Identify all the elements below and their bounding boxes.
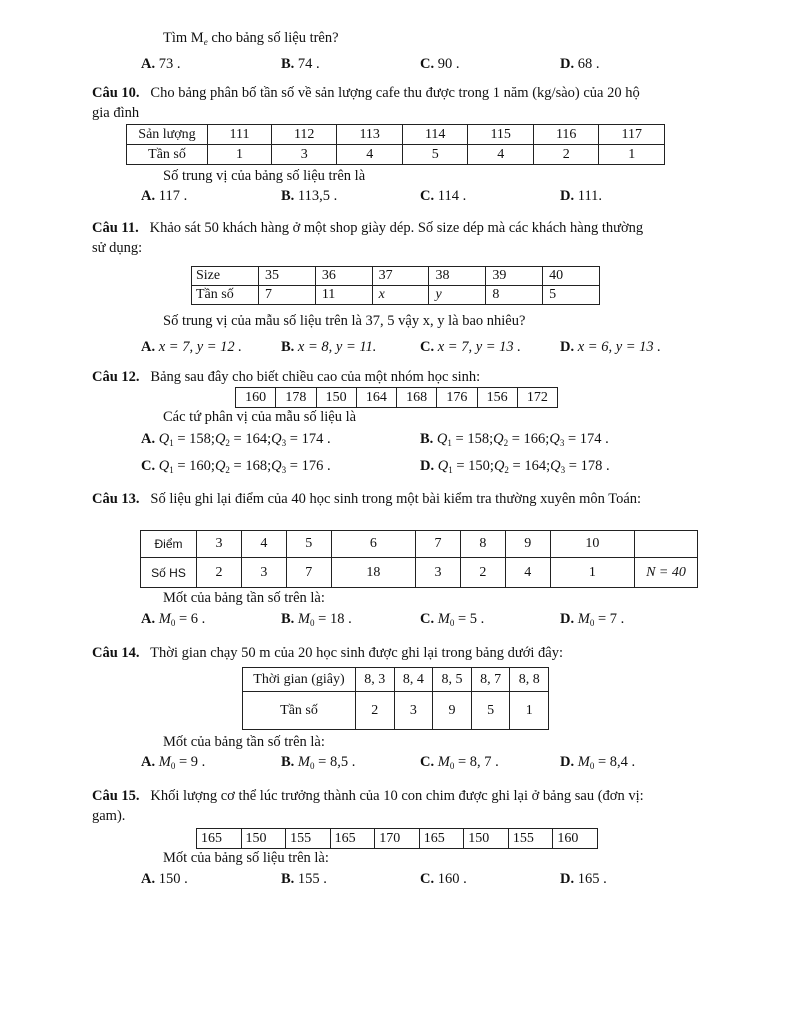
table-cell: 3 [415, 558, 460, 588]
table-cell: 40 [543, 267, 600, 286]
table-cell: 9 [505, 531, 550, 558]
table-cell: 2 [533, 145, 599, 165]
q14-option-a[interactable]: A. $M_0 = 9$ . [141, 754, 206, 771]
table-cell: 113 [337, 125, 403, 145]
table-cell [635, 531, 698, 558]
q13-option-a[interactable]: A. $M_0 = 6$ . [141, 611, 206, 628]
q15-prompt: Mốt của bảng số liệu trên là: [163, 850, 329, 866]
table-row [243, 668, 549, 692]
table-row [141, 558, 698, 588]
q10-table [126, 124, 665, 165]
table-cell: x [372, 286, 429, 305]
q14-table [242, 667, 549, 730]
table-cell: 172 [517, 388, 557, 408]
table-cell: 170 [375, 829, 420, 849]
q9-option-b[interactable]: B. 74 . [281, 56, 320, 72]
table-cell: 4 [241, 531, 286, 558]
q12-option-b[interactable]: B. $Q_1$ = $158;Q_2$ = $166;Q_3 = 174$ . [420, 431, 609, 448]
q13-option-b[interactable]: B. $M_0 = 18$ . [281, 611, 352, 628]
q15-text-line2: gam). [92, 808, 126, 824]
q10-option-c[interactable]: C. 114 . [420, 188, 467, 204]
table-cell: 165 [197, 829, 242, 849]
q12-option-a[interactable]: A. $Q_1$ = $158;Q_2$ = $164;Q_3 = 174$ . [141, 431, 331, 448]
q12-table [235, 387, 558, 408]
table-cell: 4 [337, 145, 403, 165]
table-cell: 5 [402, 145, 468, 165]
q15-option-b[interactable]: B. 155 . [281, 871, 327, 887]
q15-option-d[interactable]: D. 165 . [560, 871, 607, 887]
q9-option-c[interactable]: C. 90 . [420, 56, 460, 72]
q14-prompt: Mốt của bảng tần số trên là: [163, 734, 325, 750]
table-cell: 7 [259, 286, 316, 305]
table-cell: 156 [477, 388, 517, 408]
q15-text-line1: Câu 15. Khối lượng cơ thể lúc trưởng thành của 10 con chim được ghi lại ở bảng sau (đơn vị: [92, 788, 644, 804]
table-cell: Thời gian (giây) [243, 668, 356, 692]
table-row [197, 829, 598, 849]
table-cell: 165 [330, 829, 375, 849]
table-cell: 8, 4 [394, 668, 433, 692]
q10-option-d[interactable]: D. 111. [560, 188, 603, 204]
q14-option-b[interactable]: B. $M_0 = 8,5$ . [281, 754, 356, 771]
q10-text-line2: gia đình [92, 105, 140, 121]
table-cell: 115 [468, 125, 534, 145]
table-cell: 1 [599, 145, 665, 165]
table-cell: 7 [415, 531, 460, 558]
table-cell: 3 [241, 558, 286, 588]
q11-table [191, 266, 600, 305]
table-cell: 111 [208, 125, 272, 145]
q12-option-d[interactable]: D. $Q_1$ = $150;Q_2$ = $164;Q_3 = 178$ . [420, 458, 610, 475]
q12-prompt: Các tứ phân vị của mẫu số liệu là [163, 409, 357, 425]
table-cell: 1 [208, 145, 272, 165]
table-cell: 8, 7 [471, 668, 510, 692]
q13-option-d[interactable]: D. $M_0 = 7$ . [560, 611, 625, 628]
q13-text: Câu 13. Số liệu ghi lại điểm của 40 học sinh trong một bài kiểm tra thường xuyên môn Toán: [92, 491, 642, 507]
table-cell: 8, 5 [433, 668, 472, 692]
table-cell: 150 [316, 388, 356, 408]
table-cell: 160 [553, 829, 598, 849]
table-row [127, 145, 665, 165]
table-cell: 3 [394, 692, 433, 730]
table-cell: 8, 3 [356, 668, 395, 692]
q11-option-c[interactable]: C. x = 7, y = 13 . [420, 339, 521, 355]
q9-option-d[interactable]: D. 68 . [560, 56, 600, 72]
table-cell: 37 [372, 267, 429, 286]
table-cell: 8, 8 [510, 668, 549, 692]
q12-text: Câu 12. Bảng sau đây cho biết chiều cao của một nhóm học sinh: [92, 369, 481, 385]
table-cell: Size [192, 267, 259, 286]
q11-text-line2: sử dụng: [92, 240, 143, 256]
table-cell: 6 [331, 531, 415, 558]
table-row [141, 531, 698, 558]
table-cell: 39 [486, 267, 543, 286]
table-cell: Tần số [127, 145, 208, 165]
q11-prompt: Số trung vị của mẫu số liệu trên là 37, 5 vậy x, y là bao nhiêu? [163, 313, 526, 329]
table-cell: 3 [271, 145, 337, 165]
q13-prompt: Mốt của bảng tần số trên là: [163, 590, 325, 606]
q15-table [196, 828, 598, 849]
table-cell: 8 [486, 286, 543, 305]
table-cell: 36 [315, 267, 372, 286]
q10-option-b[interactable]: B. 113,5 . [281, 188, 338, 204]
table-cell: 4 [468, 145, 534, 165]
table-cell: 7 [286, 558, 331, 588]
q10-option-a[interactable]: A. 117 . [141, 188, 188, 204]
table-cell: 38 [429, 267, 486, 286]
q12-option-c[interactable]: C. $Q_1$ = $160;Q_2$ = $168;Q_3 = 176$ . [141, 458, 331, 475]
table-cell: 2 [356, 692, 395, 730]
q10-prompt: Số trung vị của bảng số liệu trên là [163, 168, 366, 184]
table-cell: 1 [510, 692, 549, 730]
table-cell: 11 [315, 286, 372, 305]
table-cell: y [429, 286, 486, 305]
table-row [192, 267, 600, 286]
table-cell: 116 [533, 125, 599, 145]
table-cell: 155 [508, 829, 553, 849]
table-cell: 155 [286, 829, 331, 849]
table-cell: 5 [543, 286, 600, 305]
table-cell: 18 [331, 558, 415, 588]
table-cell: 4 [505, 558, 550, 588]
q11-option-d[interactable]: D. x = 6, y = 13 . [560, 339, 661, 355]
table-cell: 114 [402, 125, 468, 145]
table-cell: 164 [356, 388, 396, 408]
q11-option-b[interactable]: B. x = 8, y = 11. [281, 339, 377, 355]
table-cell: 150 [241, 829, 286, 849]
table-cell: 5 [471, 692, 510, 730]
q14-option-d[interactable]: D. $M_0 = 8,4$ . [560, 754, 636, 771]
q11-text-line1: Câu 11. Khảo sát 50 khách hàng ở một shop giày dép. Số size dép mà các khách hàng thường [92, 220, 644, 236]
q15-option-c[interactable]: C. 160 . [420, 871, 467, 887]
table-cell: 8 [460, 531, 505, 558]
table-cell: 168 [397, 388, 437, 408]
q11-option-a[interactable]: A. x = 7, y = 12 . [141, 339, 242, 355]
table-cell: Sản lượng [127, 125, 208, 145]
table-cell: Tần số [243, 692, 356, 730]
table-cell: Điểm [141, 531, 197, 558]
table-cell: Tần số [192, 286, 259, 305]
table-cell: 165 [419, 829, 464, 849]
q13-table [140, 530, 698, 588]
table-cell: 10 [550, 531, 634, 558]
table-cell: Số HS [141, 558, 197, 588]
table-cell: 5 [286, 531, 331, 558]
q14-text: Câu 14. Thời gian chạy 50 m của 20 học sinh được ghi lại trong bảng dưới đây: [92, 645, 563, 661]
table-cell: 176 [437, 388, 477, 408]
q13-option-c[interactable]: C. $M_0 = 5$ . [420, 611, 485, 628]
q9-option-a[interactable]: A. 73 . [141, 56, 181, 72]
table-cell: 178 [276, 388, 316, 408]
q10-text-line1: Câu 10. Cho bảng phân bố tần số về sản lượng cafe thu được trong 1 năm (kg/sào) của 20 hộ [92, 85, 640, 101]
table-cell: 3 [197, 531, 242, 558]
table-cell: 1 [550, 558, 634, 588]
q9-prompt: Tìm $M_e$ cho bảng số liệu trên? [163, 30, 339, 47]
table-cell: N = 40 [635, 558, 698, 588]
table-cell: 160 [236, 388, 276, 408]
q14-option-c[interactable]: C. $M_0 = 8$, 7 . [420, 754, 499, 771]
table-cell: 117 [599, 125, 665, 145]
table-cell: 35 [259, 267, 316, 286]
table-row [127, 125, 665, 145]
table-cell: 2 [197, 558, 242, 588]
table-row [243, 692, 549, 730]
q15-option-a[interactable]: A. 150 . [141, 871, 188, 887]
table-cell: 112 [271, 125, 337, 145]
table-row [236, 388, 558, 408]
table-cell: 150 [464, 829, 509, 849]
table-row [192, 286, 600, 305]
table-cell: 9 [433, 692, 472, 730]
table-cell: 2 [460, 558, 505, 588]
